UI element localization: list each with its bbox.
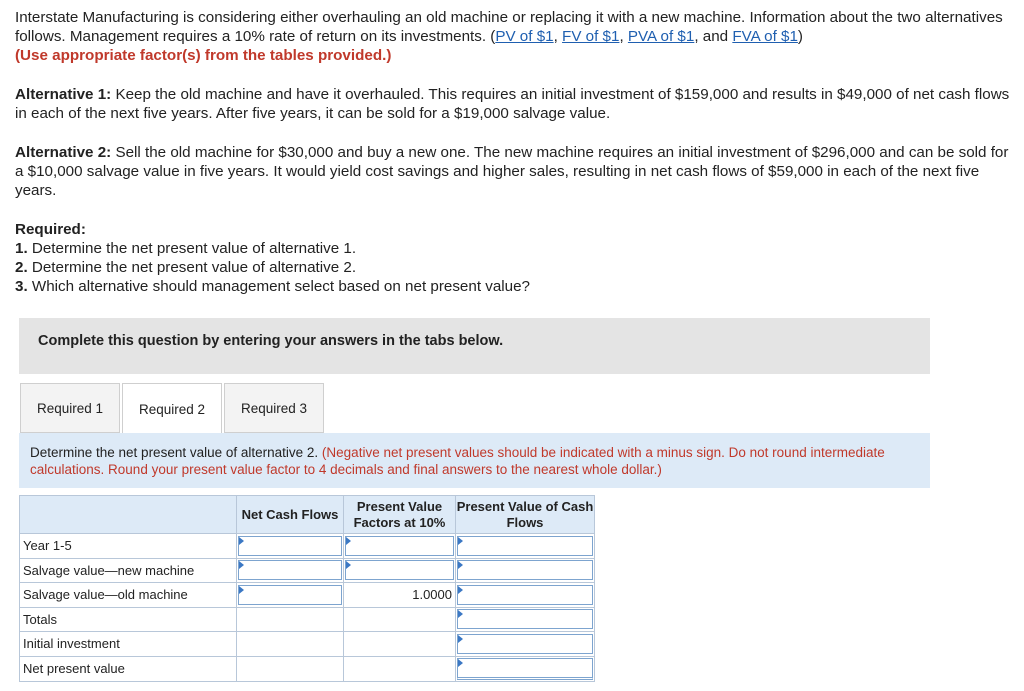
requirement-item: 1. Determine the net present value of alternative 1. xyxy=(15,240,357,257)
row-label: Salvage value—old machine xyxy=(20,583,237,608)
npv-input[interactable] xyxy=(457,658,593,680)
row-label: Initial investment xyxy=(20,632,237,657)
row-label: Totals xyxy=(20,607,237,632)
table-row xyxy=(20,607,595,632)
net-cash-flow-cell xyxy=(237,632,344,657)
pv-input[interactable] xyxy=(457,560,593,580)
pv-factor-cell xyxy=(344,656,456,681)
pv-input[interactable] xyxy=(457,536,593,556)
pv-of-1-link[interactable]: PV of $1 xyxy=(495,28,554,45)
pv-cell xyxy=(456,534,595,559)
table-row xyxy=(20,656,595,681)
tab-bar xyxy=(20,383,326,433)
table-row xyxy=(20,583,595,608)
instructions-banner: Complete this question by entering your answers in the tabs below. xyxy=(19,318,930,374)
totals-pv-input[interactable] xyxy=(457,609,593,629)
row-label: Salvage value—new machine xyxy=(20,558,237,583)
alternative-2: Alternative 2: Sell the old machine for $30,000 and buy a new one. The new machine requires an initial investment of $296,000 and can be sold for a $10,000 salvage value in five years. It would yield cost savings and higher sales, resulting in net cash flows of $59,000 in each of the next five years. xyxy=(15,144,1009,199)
net-cash-flow-cell xyxy=(237,607,344,632)
net-cash-flow-input[interactable] xyxy=(238,585,342,605)
net-cash-flow-cell xyxy=(237,558,344,583)
net-cash-flow-cell xyxy=(237,534,344,559)
input-flag-icon xyxy=(346,561,351,569)
table-row xyxy=(20,558,595,583)
pv-factor-cell xyxy=(344,558,456,583)
header-pv-cash-flows: Present Value of Cash Flows xyxy=(456,496,595,534)
input-flag-icon xyxy=(458,537,463,545)
tab-required-2[interactable]: Required 2 xyxy=(122,383,222,434)
pv-cell xyxy=(456,583,595,608)
input-flag-icon xyxy=(458,586,463,594)
net-cash-flow-cell xyxy=(237,583,344,608)
input-flag-icon xyxy=(458,610,463,618)
net-cash-flow-input[interactable] xyxy=(238,536,342,556)
intro-paragraph: Interstate Manufacturing is considering either overhauling an old machine or replacing it with a new machine. Information about the two alternatives follows. Management requires a 10% rate of return on its investments. (PV of $1, FV of $1, PVA of $1, and FVA of $1) (Use appropriate factor(s) from the tables provided.) xyxy=(15,9,1003,64)
pv-factor-cell xyxy=(344,607,456,632)
header-net-cash-flows: Net Cash Flows xyxy=(237,496,344,534)
npv-table xyxy=(19,495,595,682)
table-row xyxy=(20,534,595,559)
header-pv-factors: Present Value Factors at 10% xyxy=(344,496,456,534)
pv-factor-cell xyxy=(344,632,456,657)
row-label: Net present value xyxy=(20,656,237,681)
input-flag-icon xyxy=(458,635,463,643)
input-flag-icon xyxy=(346,537,351,545)
pv-factor-input[interactable] xyxy=(345,536,454,556)
table-header-row xyxy=(20,496,595,534)
net-cash-flow-input[interactable] xyxy=(238,560,342,580)
alternative-1: Alternative 1: Keep the old machine and have it overhauled. This requires an initial investment of $159,000 and results in $49,000 of net cash flows in each of the next five years. After five years, it can be sold for a $19,000 salvage value. xyxy=(15,86,1010,122)
requirements-list xyxy=(15,239,1010,296)
input-flag-icon xyxy=(239,586,244,594)
header-blank xyxy=(20,496,237,534)
tab-required-1[interactable]: Required 1 xyxy=(20,383,120,433)
required-title: Required: xyxy=(15,221,86,238)
pv-factor-cell xyxy=(344,534,456,559)
tab-instructions: Determine the net present value of alternative 2. (Negative net present values should be indicated with a minus sign. Do not round intermediate calculations. Round your present value factor to 4 decimals and final answers to the nearest whole dollar.) xyxy=(19,433,930,488)
input-flag-icon xyxy=(239,561,244,569)
fva-of-1-link[interactable]: FVA of $1 xyxy=(732,28,798,45)
initial-investment-input[interactable] xyxy=(457,634,593,654)
pv-factor-input[interactable] xyxy=(345,560,454,580)
requirement-item: 3. Which alternative should management select based on net present value? xyxy=(15,278,531,295)
pv-input[interactable] xyxy=(457,585,593,605)
pv-cell xyxy=(456,656,595,681)
input-flag-icon xyxy=(239,537,244,545)
pv-cell xyxy=(456,632,595,657)
fv-of-1-link[interactable]: FV of $1 xyxy=(562,28,620,45)
pva-of-1-link[interactable]: PVA of $1 xyxy=(627,28,695,45)
tab-required-3[interactable]: Required 3 xyxy=(224,383,324,433)
pv-cell xyxy=(456,607,595,632)
table-row xyxy=(20,632,595,657)
input-flag-icon xyxy=(458,659,463,667)
pv-cell xyxy=(456,558,595,583)
requirement-item: 2. Determine the net present value of alternative 2. xyxy=(15,259,357,276)
pv-factor-cell xyxy=(344,583,456,608)
factor-note: (Use appropriate factor(s) from the tables provided.) xyxy=(15,47,392,64)
pv-factor-value: 1.0000 xyxy=(412,587,452,603)
row-label: Year 1-5 xyxy=(20,534,237,559)
net-cash-flow-cell xyxy=(237,656,344,681)
input-flag-icon xyxy=(458,561,463,569)
problem-statement xyxy=(15,8,1010,296)
